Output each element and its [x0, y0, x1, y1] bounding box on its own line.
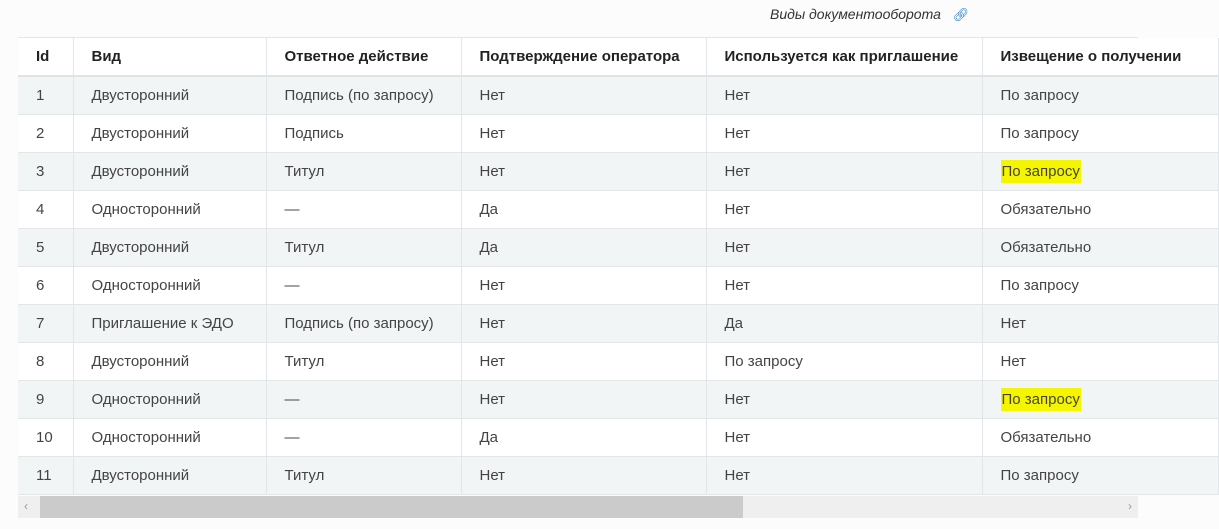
cell-text: Титул [284, 353, 325, 370]
cell-text: 11 [36, 467, 52, 484]
table-cell [461, 343, 706, 381]
cell-text: 4 [36, 201, 45, 218]
cell-text: Нет [724, 467, 751, 484]
table-cell [982, 153, 1218, 191]
table-row [18, 191, 1218, 229]
table-cell [982, 343, 1218, 381]
cell-text: Да [479, 201, 499, 218]
cell-text: Нет [724, 87, 751, 104]
table-cell [706, 76, 982, 115]
cell-text: Титул [284, 467, 325, 484]
cell-text: — [284, 429, 300, 446]
cell-text: — [284, 201, 300, 218]
highlighted-text: По запросу [1001, 160, 1081, 183]
scroll-left-icon[interactable]: ‹ [24, 499, 28, 513]
table-cell [706, 191, 982, 229]
table-row [18, 267, 1218, 305]
table-cell [73, 115, 266, 153]
table-cell [18, 343, 73, 381]
cell-text: Двусторонний [91, 163, 190, 180]
table-cell [461, 305, 706, 343]
table-cell [266, 343, 461, 381]
cell-text: Односторонний [91, 391, 201, 408]
table-cell [266, 419, 461, 457]
table-row [18, 343, 1218, 381]
table-cell [706, 419, 982, 457]
horizontal-scrollbar[interactable] [18, 496, 1138, 518]
cell-text: 9 [36, 391, 45, 408]
table-cell [461, 457, 706, 495]
table-cell [18, 153, 73, 191]
table-cell [18, 381, 73, 419]
cell-text: Нет [724, 201, 751, 218]
table-cell [266, 153, 461, 191]
doc-flow-table [18, 38, 1219, 495]
table-cell [266, 76, 461, 115]
table-cell [982, 267, 1218, 305]
cell-text: Нет [724, 429, 751, 446]
table-cell [706, 115, 982, 153]
cell-text: Нет [724, 125, 751, 142]
table-cell [18, 115, 73, 153]
cell-text: Нет [724, 391, 751, 408]
cell-text: 6 [36, 277, 45, 294]
cell-text: По запросу [1000, 87, 1079, 104]
table-cell [266, 381, 461, 419]
cell-text: Да [724, 315, 744, 332]
cell-text: Нет [479, 163, 506, 180]
table-cell [706, 305, 982, 343]
column-header[interactable]: Ответное действие [266, 38, 461, 76]
column-header[interactable]: Используется как приглашение [706, 38, 982, 76]
table-cell [461, 76, 706, 115]
cell-text: Нет [1000, 353, 1027, 370]
table-cell [73, 343, 266, 381]
cell-text: Обязательно [1000, 201, 1092, 218]
cell-text: Да [479, 239, 499, 256]
table-cell [266, 229, 461, 267]
table-caption [770, 6, 969, 23]
cell-text: Подпись [284, 125, 344, 142]
table-cell [73, 381, 266, 419]
table-cell [73, 229, 266, 267]
cell-text: Односторонний [91, 201, 201, 218]
cell-text: Нет [724, 277, 751, 294]
column-header[interactable]: Id [18, 38, 73, 76]
table-cell [461, 267, 706, 305]
table-cell [461, 191, 706, 229]
scrollbar-thumb[interactable] [40, 496, 743, 518]
column-header[interactable]: Вид [73, 38, 266, 76]
cell-text: Титул [284, 239, 325, 256]
cell-text: Односторонний [91, 429, 201, 446]
table-cell [266, 191, 461, 229]
cell-text: По запросу [1000, 125, 1079, 142]
table-cell [18, 419, 73, 457]
table-cell [73, 457, 266, 495]
table-cell [461, 381, 706, 419]
cell-text: Нет [479, 125, 506, 142]
cell-text: 2 [36, 125, 45, 142]
table-row [18, 457, 1218, 495]
cell-text: Двусторонний [91, 467, 190, 484]
table-row [18, 419, 1218, 457]
cell-text: Нет [479, 315, 506, 332]
table-cell [982, 381, 1218, 419]
table-cell [18, 457, 73, 495]
cell-text: 5 [36, 239, 45, 256]
cell-text: Подпись (по запросу) [284, 315, 434, 332]
cell-text: Нет [479, 277, 506, 294]
table-cell [266, 115, 461, 153]
table-cell [18, 305, 73, 343]
cell-text: Нет [724, 163, 751, 180]
cell-text: Обязательно [1000, 429, 1092, 446]
table-cell [706, 153, 982, 191]
table-row [18, 153, 1218, 191]
table-header-row [18, 38, 1218, 76]
table-cell [982, 115, 1218, 153]
cell-text: Двусторонний [91, 239, 190, 256]
cell-text: 10 [36, 429, 53, 446]
table-cell [706, 381, 982, 419]
table-row [18, 76, 1218, 115]
column-header[interactable]: Извещение о получении [982, 38, 1218, 76]
cell-text: Да [479, 429, 499, 446]
table-cell [18, 191, 73, 229]
table-cell [982, 76, 1218, 115]
cell-text: Двусторонний [91, 353, 190, 370]
table-cell [18, 267, 73, 305]
table-cell [982, 191, 1218, 229]
cell-text: Нет [724, 239, 751, 256]
cell-text: 3 [36, 163, 45, 180]
table-cell [73, 305, 266, 343]
cell-text: По запросу [1000, 467, 1079, 484]
table-cell [73, 267, 266, 305]
caption-text: Виды документооборота [770, 6, 941, 22]
table-row [18, 229, 1218, 267]
table-cell [982, 419, 1218, 457]
table-cell [461, 153, 706, 191]
table-cell [461, 229, 706, 267]
column-header[interactable]: Подтверждение оператора [461, 38, 706, 76]
cell-text: 7 [36, 315, 45, 332]
cell-text: Двусторонний [91, 87, 190, 104]
cell-text: По запросу [1000, 277, 1079, 294]
cell-text: Обязательно [1000, 239, 1092, 256]
cell-text: Односторонний [91, 277, 201, 294]
table-cell [706, 457, 982, 495]
cell-text: — [284, 391, 300, 408]
table-cell [706, 267, 982, 305]
cell-text: — [284, 277, 300, 294]
table-cell [706, 343, 982, 381]
cell-text: 8 [36, 353, 45, 370]
table-cell [73, 76, 266, 115]
cell-text: Приглашение к ЭДО [91, 315, 234, 332]
table-row [18, 305, 1218, 343]
cell-text: Подпись (по запросу) [284, 87, 434, 104]
cell-text: Титул [284, 163, 325, 180]
cell-text: Нет [1000, 315, 1027, 332]
cell-text: 1 [36, 87, 45, 104]
table-cell [982, 457, 1218, 495]
table-cell [706, 229, 982, 267]
cell-text: Нет [479, 391, 506, 408]
table-cell [266, 305, 461, 343]
cell-text: Нет [479, 87, 506, 104]
table-cell [18, 76, 73, 115]
table-cell [266, 267, 461, 305]
table-cell [18, 229, 73, 267]
link-icon[interactable]: 🔗︎ [952, 7, 970, 22]
table-container [18, 37, 1182, 497]
table-cell [73, 153, 266, 191]
highlighted-text: По запросу [1001, 388, 1081, 411]
table-cell [73, 419, 266, 457]
cell-text: По запросу [724, 353, 803, 370]
table-cell [982, 305, 1218, 343]
table-cell [461, 419, 706, 457]
cell-text: Нет [479, 467, 506, 484]
table-cell [461, 115, 706, 153]
cell-text: Двусторонний [91, 125, 190, 142]
scroll-right-icon[interactable]: › [1128, 499, 1132, 513]
table-cell [73, 191, 266, 229]
table-cell [266, 457, 461, 495]
table-row [18, 115, 1218, 153]
table-row [18, 381, 1218, 419]
table-cell [982, 229, 1218, 267]
cell-text: Нет [479, 353, 506, 370]
